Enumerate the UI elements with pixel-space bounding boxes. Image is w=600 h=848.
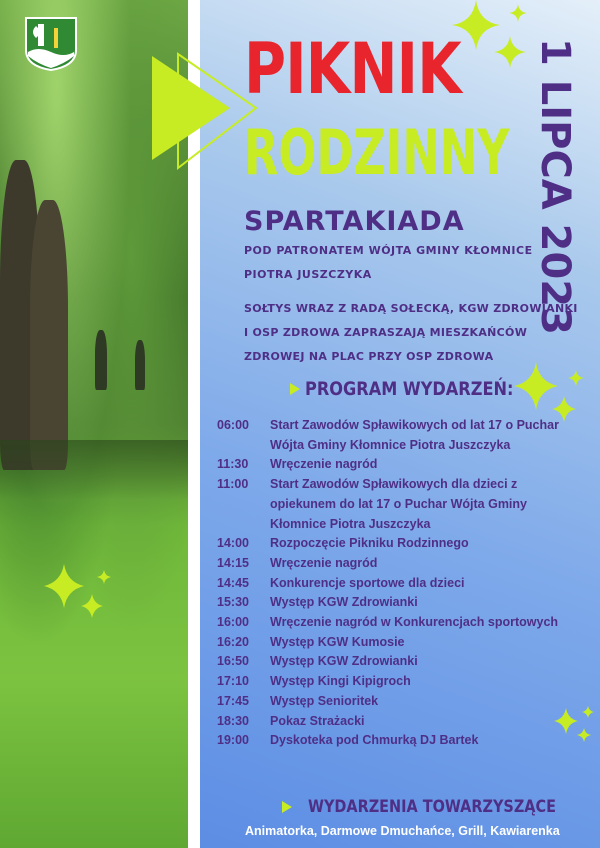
program-row — [217, 455, 577, 475]
tree-trunk — [95, 330, 107, 390]
program-description: Rozpoczęcie Pikniku Rodzinnego — [270, 536, 469, 551]
title-line2: RODZINNY — [244, 116, 510, 189]
program-description: Konkurencje sportowe dla dzieci — [270, 575, 465, 590]
program-description: Występ KGW Zdrowianki — [270, 595, 418, 610]
play-icon — [290, 383, 300, 395]
patron-line2: PIOTRA JUSZCZYKA — [244, 268, 372, 281]
program-row — [217, 692, 577, 712]
program-heading: PROGRAM WYDARZEŃ: — [305, 378, 514, 400]
sparkle-icon — [40, 562, 120, 622]
program-row — [217, 475, 577, 534]
subtitle: SPARTAKIADA — [244, 206, 465, 237]
program-time: 19:00 — [217, 733, 249, 748]
program-row — [217, 672, 577, 692]
program-time: 06:00 — [217, 418, 249, 432]
program-description: Start Zawodów Spławikowych dla dzieci z opiekunem do lat 17 o Puchar Wójta Gminy Kłomnice Piotra Juszczyka — [270, 477, 527, 531]
program-time: 17:45 — [217, 693, 249, 708]
program-row — [217, 712, 577, 732]
program-time: 16:50 — [217, 654, 249, 669]
program-description: Występ Kingi Kipigroch — [270, 674, 411, 689]
coat-of-arms-icon — [24, 16, 78, 72]
program-description: Wręczenie nagród — [270, 457, 378, 472]
program-time: 14:15 — [217, 555, 249, 570]
program-row — [217, 554, 577, 574]
program-description: Występ Senioritek — [270, 693, 379, 708]
program-row — [217, 731, 577, 751]
title-line1: PIKNIK — [244, 28, 461, 110]
program-time: 14:45 — [217, 575, 249, 590]
invite-line: SOŁTYS WRAZ Z RADĄ SOŁECKĄ, KGW ZDROWIANKI — [244, 302, 578, 315]
program-time: 16:20 — [217, 634, 249, 649]
program-time: 11:30 — [217, 457, 249, 472]
program-row — [217, 633, 577, 653]
extra-events-list: Animatorka, Darmowe Dmuchańce, Grill, Kawiarenka — [245, 824, 560, 838]
program-list — [217, 416, 577, 751]
program-time: 11:00 — [217, 477, 249, 492]
program-time: 18:30 — [217, 713, 249, 728]
program-description: Występ KGW Kumosie — [270, 634, 405, 649]
invite-line: ZDROWEJ NA PLAC PRZY OSP ZDROWA — [244, 350, 494, 363]
program-row — [217, 534, 577, 554]
program-description: Wręczenie nagród — [270, 555, 378, 570]
play-icon — [282, 801, 292, 813]
program-description: Start Zawodów Spławikowych od lat 17 o Puchar Wójta Gminy Kłomnice Piotra Juszczyka — [270, 418, 559, 452]
tree-trunk — [135, 340, 145, 390]
program-row — [217, 593, 577, 613]
program-time: 14:00 — [217, 536, 249, 551]
sparkle-icon — [510, 360, 590, 430]
tree-trunk — [30, 200, 68, 470]
program-description: Pokaz Strażacki — [270, 713, 365, 728]
program-time: 17:10 — [217, 674, 249, 689]
event-date: 1 LIPCA 2023 — [532, 38, 578, 336]
program-time: 15:30 — [217, 595, 249, 610]
program-row — [217, 613, 577, 633]
extra-events-heading: WYDARZENIA TOWARZYSZĄCE — [308, 797, 556, 817]
program-description: Dyskoteka pod Chmurką DJ Bartek — [270, 733, 479, 748]
program-row — [217, 652, 577, 672]
invite-line: I OSP ZDROWA ZAPRASZAJĄ MIESZKAŃCÓW — [244, 326, 528, 339]
program-time: 16:00 — [217, 615, 249, 630]
patron-line1: POD PATRONATEM WÓJTA GMINY KŁOMNICE — [244, 244, 533, 257]
grass-shadow — [0, 440, 188, 500]
program-row — [217, 574, 577, 594]
sparkle-icon — [448, 0, 538, 80]
program-description: Wręczenie nagród w Konkurencjach sportowych — [270, 615, 559, 630]
sparkle-icon — [552, 704, 598, 746]
program-description: Występ KGW Zdrowianki — [270, 654, 418, 669]
